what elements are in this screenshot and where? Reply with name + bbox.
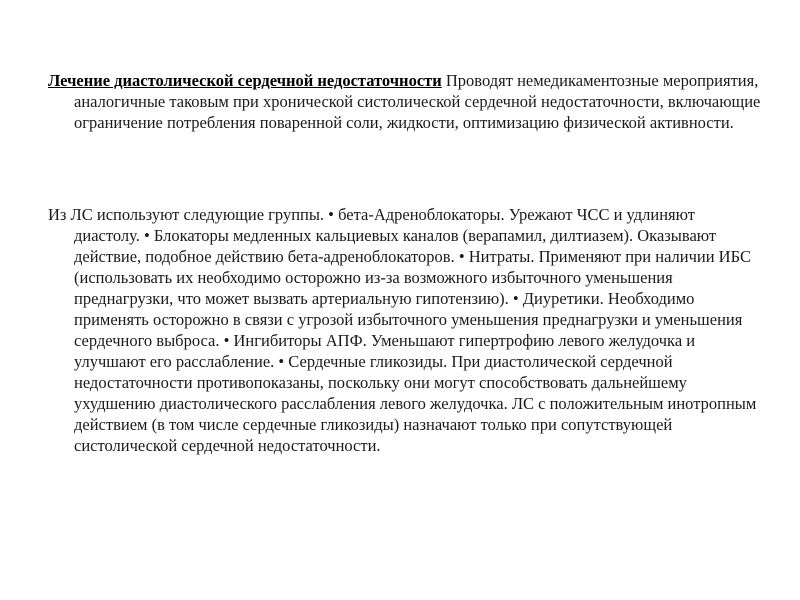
treatment-paragraph [48,70,764,133]
drug-groups-text: Из ЛС используют следующие группы. • бета-Адреноблокаторы. Урежают ЧСС и удлиняют диастолу. • Блокаторы медленных кальциевых каналов (верапамил, дилтиазем). Оказывают действие, подобное действию бета-адреноблокаторов. • Нитраты. Применяют при наличии ИБС (использовать их необходимо осторожно из-за возможного избыточного уменьшения преднагрузки, что может вызвать артериальную гипотензию). • Диуретики. Необходимо применять осторожно в связи с угрозой избыточного уменьшения преднагрузки и уменьшения сердечного выброса. • Ингибиторы АПФ. Уменьшают гипертрофию левого желудочка и улучшают его расслабление. • Сердечные гликозиды. При диастолической сердечной недостаточности противопоказаны, поскольку они могут способствовать дальнейшему ухудшению диастолического расслабления левого желудочка. ЛС с положительным инотропным действием (в том числе сердечные гликозиды) назначают только при сопутствующей систолической сердечной недостаточности. [48,205,757,455]
section-heading: Лечение диастолической сердечной недостаточности [48,71,442,90]
drug-groups-paragraph [48,204,764,456]
treatment-text: Проводят немедикаментозные мероприятия, аналогичные таковым при хронической систолической сердечной недостаточности, включающие ограничение потребления поваренной соли, жидкости, оптимизацию физической активности. [74,71,761,132]
